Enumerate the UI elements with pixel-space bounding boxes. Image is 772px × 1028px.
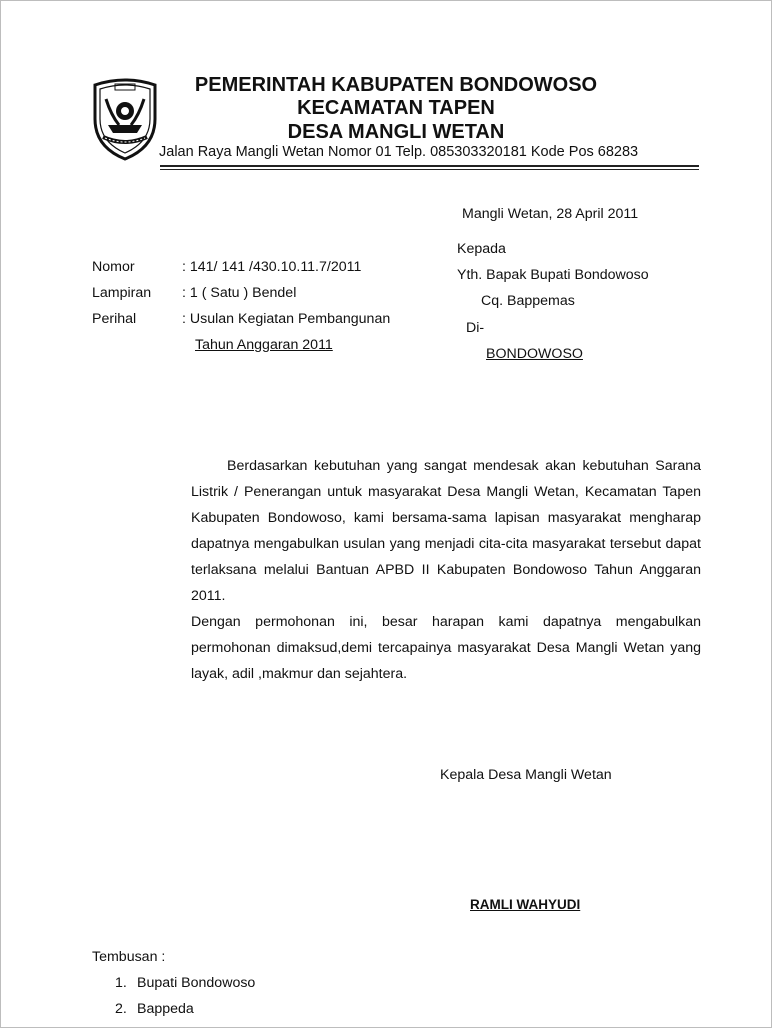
- lampiran-label: Lampiran: [92, 285, 152, 301]
- body-paragraph-2: Dengan permohonan ini, besar harapan kami dapatnya mengabulkan permohonan dimaksud,demi tercapainya masyarakat Desa Mangli Wetan yang layak, adil ,makmur dan sejahtera.: [191, 614, 701, 682]
- tembusan-item: [115, 975, 256, 991]
- nomor-value: : 141/ 141 /430.10.11.7/2011: [182, 259, 362, 275]
- recipient-kepada: Kepada: [457, 241, 506, 257]
- letterhead-village: DESA MANGLI WETAN: [287, 121, 505, 143]
- recipient-city: BONDOWOSO: [486, 346, 583, 362]
- lampiran-value: : 1 ( Satu ) Bendel: [182, 285, 297, 301]
- perihal-label: Perihal: [92, 311, 137, 327]
- header-divider-thick: [160, 165, 699, 167]
- body-paragraph-1: Berdasarkan kebutuhan yang sangat mendesak akan kebutuhan Sarana Listrik / Penerangan untuk masyarakat Desa Mangli Wetan, Kecamatan Tapen Kabupaten Bondowoso, kami bersama-sama lapisan masyarakat mengharap dapatnya mengabulkan usulan yang menjadi cita-cita masyarakat tersebut dapat terlaksana melalui Bantuan APBD II Kabupaten Bondowoso Tahun Anggaran 2011.: [191, 458, 701, 604]
- tembusan-item-number: 2.: [115, 1001, 127, 1017]
- signature-name: RAMLI WAHYUDI: [470, 897, 581, 912]
- tembusan-label: Tembusan :: [92, 949, 166, 965]
- perihal-value: : Usulan Kegiatan Pembangunan: [182, 311, 391, 327]
- perihal-value-line2: Tahun Anggaran 2011: [195, 337, 333, 353]
- tembusan-item: [115, 1001, 194, 1017]
- recipient-cq: Cq. Bappemas: [481, 293, 575, 309]
- tembusan-item-number: 1.: [115, 975, 127, 991]
- header-divider-thin: [160, 169, 699, 170]
- letterhead-address: Jalan Raya Mangli Wetan Nomor 01 Telp. 085303320181 Kode Pos 68283: [159, 144, 639, 160]
- recipient-name: Yth. Bapak Bupati Bondowoso: [457, 267, 649, 283]
- letterhead-district: KECAMATAN TAPEN: [297, 97, 495, 119]
- recipient-di: Di-: [466, 320, 485, 336]
- tembusan-item-text: Bappeda: [137, 1001, 194, 1017]
- tembusan-item-text: Bupati Bondowoso: [137, 975, 256, 991]
- letter-date: Mangli Wetan, 28 April 2011: [462, 206, 639, 222]
- signature-title: Kepala Desa Mangli Wetan: [440, 767, 612, 783]
- letter-body: [191, 453, 701, 687]
- nomor-label: Nomor: [92, 259, 135, 275]
- letterhead-government: PEMERINTAH KABUPATEN BONDOWOSO: [194, 74, 598, 96]
